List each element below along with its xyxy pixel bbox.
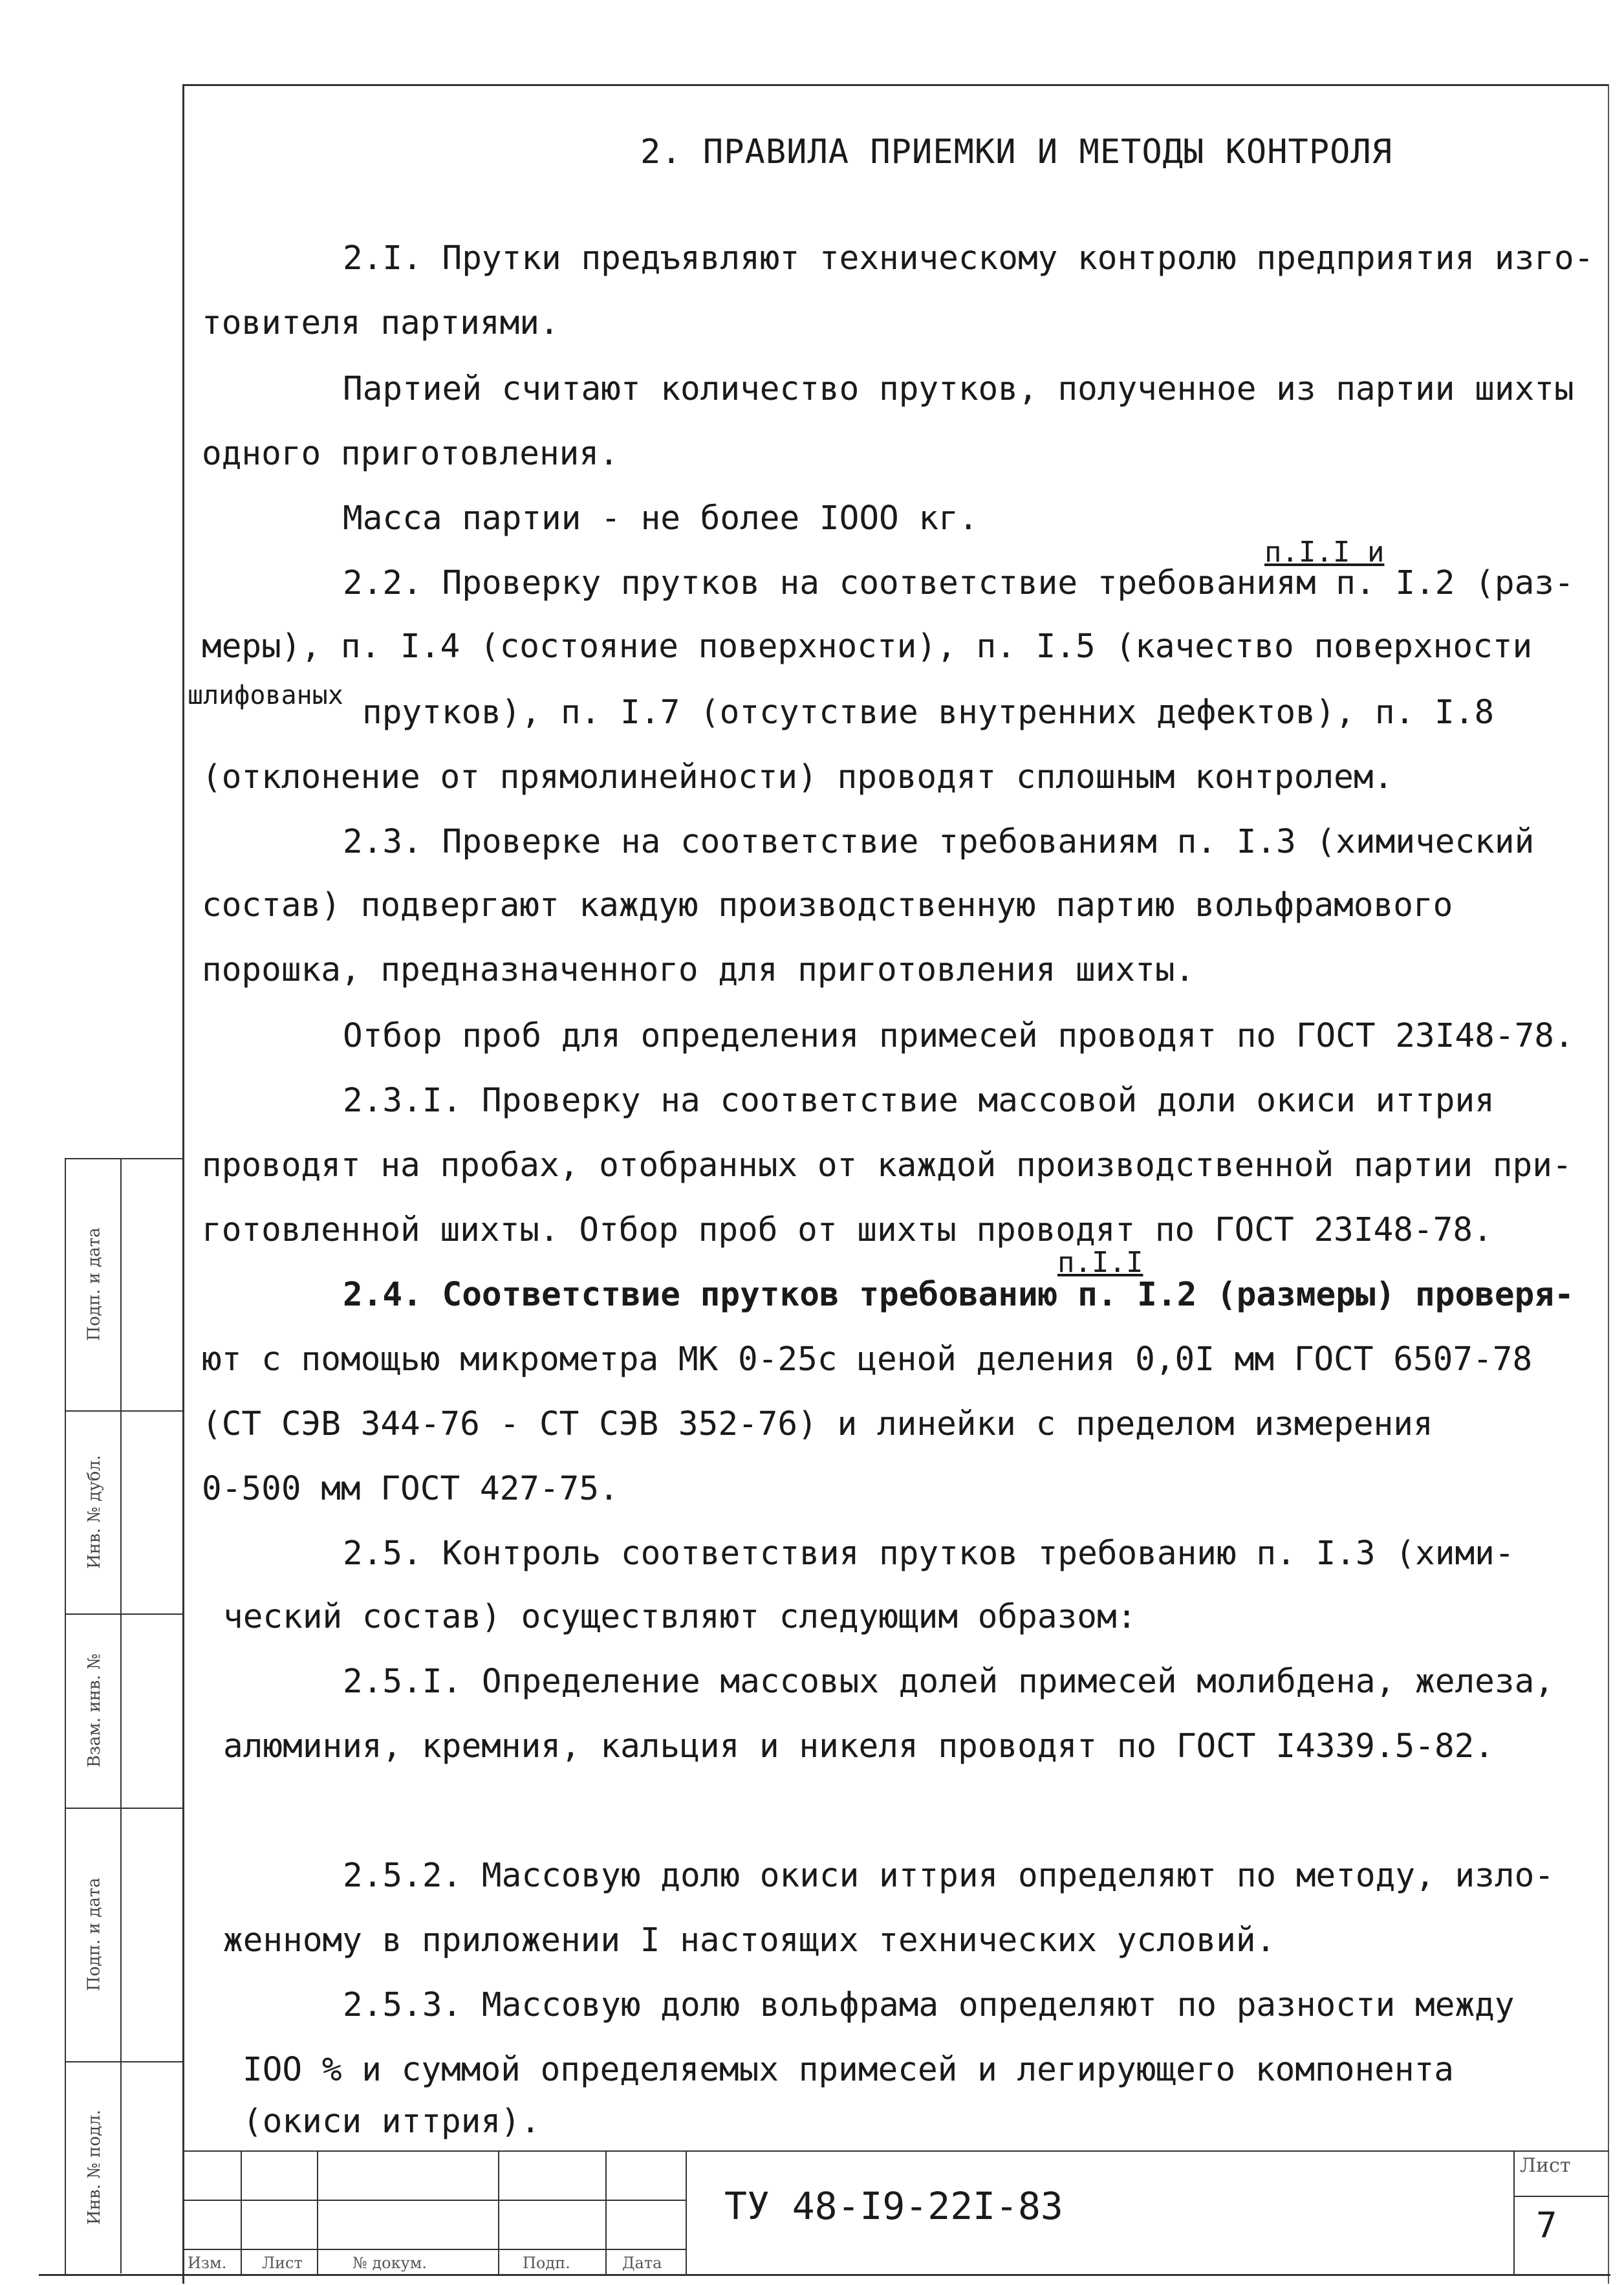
side-stamp-strip bbox=[65, 1158, 184, 2275]
text-line: Партией считают количество прутков, полученное из партии шихты bbox=[343, 370, 1574, 408]
frame-bottom-border bbox=[39, 2274, 1610, 2276]
text-line: проводят на пробах, отобранных от каждой производственной партии при- bbox=[202, 1146, 1572, 1185]
text-line: 2.2. Проверку прутков на соответствие требованиям п. I.2 (раз- bbox=[343, 564, 1574, 602]
stamp-row-line bbox=[182, 2249, 687, 2250]
side-stamp-label: Взам. инв. № bbox=[85, 1654, 105, 1767]
frame-top-border bbox=[182, 84, 1609, 86]
text-line: одного приготовления. bbox=[202, 435, 619, 473]
text-line: 2.5. Контроль соответствия прутков требованию п. I.3 (хими- bbox=[343, 1535, 1515, 1573]
text-line: Масса партии - не более IOOO кг. bbox=[343, 499, 979, 538]
handwritten-insertion: п.I.I bbox=[1057, 1246, 1143, 1279]
text-line: товителя партиями. bbox=[202, 304, 559, 342]
text-line: (окиси иттрия). bbox=[243, 2103, 541, 2141]
sheet-number: 7 bbox=[1536, 2205, 1557, 2246]
text-line: (СТ СЭВ 344-76 - СТ СЭВ 352-76) и линейки с пределом измерения bbox=[202, 1405, 1433, 1443]
text-line: Отбор проб для определения примесей проводят по ГОСТ 23I48-78. bbox=[343, 1017, 1574, 1055]
section-title: 2. ПРАВИЛА ПРИЕМКИ И МЕТОДЫ КОНТРОЛЯ bbox=[640, 133, 1393, 171]
text-line: 0-500 мм ГОСТ 427-75. bbox=[202, 1470, 619, 1508]
text-line: женному в приложении I настоящих технических условий. bbox=[223, 1921, 1276, 1960]
text-line: ческий состав) осуществляют следующим образом: bbox=[223, 1598, 1137, 1636]
text-line: состав) подвергают каждую производственную партию вольфрамового bbox=[202, 886, 1453, 924]
stamp-row-line bbox=[1513, 2196, 1609, 2197]
text-line: (отклонение от прямолинейности) проводят сплошным контролем. bbox=[202, 758, 1394, 796]
side-stamp-cell bbox=[69, 1613, 122, 1808]
side-stamp-cell bbox=[69, 1808, 122, 2061]
side-stamp-label: Подп. и дата bbox=[85, 1227, 104, 1341]
text-line: 2.I. Прутки предъявляют техническому контролю предприятия изго- bbox=[343, 239, 1594, 278]
text-line: прутков), п. I.7 (отсутствие внутренних дефектов), п. I.8 bbox=[362, 694, 1495, 732]
stamp-top-line bbox=[182, 2150, 1609, 2152]
text-line: 2.3. Проверке на соответствие требованиям п. I.3 (химический bbox=[343, 823, 1535, 861]
stamp-col-line bbox=[686, 2150, 687, 2275]
stamp-header: Лист bbox=[262, 2254, 303, 2272]
side-stamp-label: Инв. № дубл. bbox=[85, 1455, 104, 1569]
side-stamp-cell bbox=[69, 1158, 122, 1410]
text-line: алюминия, кремния, кальция и никеля проводят по ГОСТ I4339.5-82. bbox=[223, 1727, 1495, 1766]
stamp-col-line bbox=[605, 2150, 607, 2275]
text-line: 2.4. Соответствие прутков требованию п. I.2 (размеры) проверя- bbox=[343, 1276, 1574, 1314]
side-stamp-cell bbox=[69, 1410, 122, 1613]
text-line: 2.5.2. Массовую долю окиси иттрия определяют по методу, изло- bbox=[343, 1857, 1554, 1895]
side-stamp-label: Инв. № подл. bbox=[85, 2110, 104, 2225]
text-line: готовленной шихты. Отбор проб от шихты проводят по ГОСТ 23I48-78. bbox=[202, 1211, 1493, 1249]
stamp-col-line bbox=[241, 2150, 242, 2275]
text-line: меры), п. I.4 (состояние поверхности), п. I.5 (качество поверхности bbox=[202, 628, 1533, 666]
stamp-col-line bbox=[498, 2150, 499, 2275]
stamp-col-line bbox=[317, 2150, 318, 2275]
frame-right-border bbox=[1608, 84, 1609, 2284]
handwritten-insertion: шлифованых bbox=[188, 681, 343, 710]
text-line: порошка, предназначенного для приготовления шихты. bbox=[202, 951, 1195, 989]
text-line: 2.5.I. Определение массовых долей примесей молибдена, железа, bbox=[343, 1663, 1554, 1701]
text-line: IOO % и суммой определяемых примесей и легирующего компонента bbox=[243, 2051, 1454, 2089]
stamp-header: Изм. bbox=[188, 2254, 227, 2272]
stamp-header: Дата bbox=[622, 2254, 662, 2272]
document-code: ТУ 48-I9-22I-83 bbox=[724, 2184, 1063, 2228]
stamp-row-line bbox=[182, 2200, 687, 2201]
stamp-header: Подп. bbox=[523, 2254, 570, 2272]
sheet-label: Лист bbox=[1520, 2154, 1571, 2177]
stamp-col-line bbox=[1513, 2150, 1515, 2275]
stamp-header: № докум. bbox=[352, 2254, 427, 2272]
text-line: 2.5.3. Массовую долю вольфрама определяют по разности между bbox=[343, 1986, 1515, 2024]
side-stamp-cell bbox=[69, 2061, 122, 2273]
text-line: ют с помощью микрометра МК 0-25с ценой деления 0,0I мм ГОСТ 6507-78 bbox=[202, 1340, 1533, 1379]
text-line: 2.3.I. Проверку на соответствие массовой доли окиси иттрия bbox=[343, 1082, 1495, 1120]
handwritten-insertion: п.I.I и bbox=[1264, 536, 1385, 569]
side-stamp-label: Подп. и дата bbox=[85, 1877, 104, 1991]
